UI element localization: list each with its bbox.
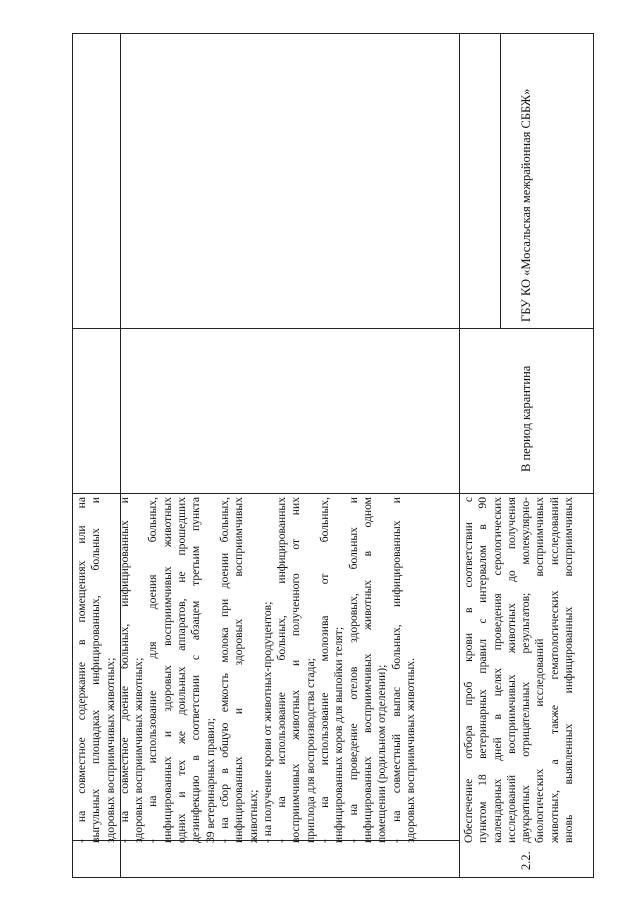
text-line: восприимчивых животных и полученного от них (289, 497, 303, 843)
text-line: - на сбор в общую емкость молока при доении больных, (217, 497, 231, 843)
text-line: инфицированных коров для выпойки телят; (332, 626, 346, 843)
text-line: - на совместный выпас больных, инфицированных и (389, 497, 403, 843)
text-line: инфицированных восприимчивых животных в одном (360, 497, 374, 843)
text-line: приплода для воспроизводства стада; (303, 658, 317, 843)
text-line: - на совместное доение больных, инфицированных и (117, 497, 131, 843)
text-line: биологических исследований восприимчивых (533, 497, 547, 843)
measures-text-upper (75, 497, 418, 843)
text-line: животных; (246, 789, 260, 843)
text-line: выгульных площадках инфицированных, больных и (89, 497, 103, 843)
text-line: пунктом 18 ветеринарных правил с интервалом в 90 (476, 497, 490, 843)
text-line: дезинфекцию в соответствии с абзацем третьим пункта (189, 497, 203, 843)
column-divider-measure-period (72, 493, 594, 494)
text-line: - на получение крови от животных-продуцентов; (260, 601, 274, 843)
text-line: календарных дней в целях проведения серологических (490, 497, 504, 843)
text-line: - на использование для доения больных, (146, 497, 160, 843)
text-line: животных, а также гематологических исследований (547, 497, 561, 843)
text-line: двукратных отрицательных результатов; молекулярно- (519, 497, 533, 843)
text-line: помещении (родильном отделении); (375, 664, 389, 843)
text-line: - на проведение отелов здоровых, больных и (346, 497, 360, 843)
text-line: одних и тех же доильных аппаратов, не прошедших (175, 497, 189, 843)
text-line: исследований восприимчивых животных до получения (504, 497, 518, 843)
executor-cell: ГБУ КО «Мосальская межрайонная СББЖ» (519, 88, 533, 322)
text-line: инфицированных и здоровых восприимчивых (232, 497, 246, 843)
text-line: здоровых восприимчивых животных. (403, 658, 417, 843)
row-divider-2-1-2-2 (459, 33, 460, 878)
text-line: 39 ветеринарных правил; (203, 718, 217, 843)
executor-cell-divider (500, 33, 501, 328)
text-line: вновь выявленных инфицированных восприимчивых (562, 497, 576, 843)
column-divider-period-executor (72, 328, 594, 329)
text-line: Обеспечение отбора проб крови в соответствии с (462, 497, 475, 843)
text-line: инфицированных и здоровых восприимчивых животных (160, 497, 174, 843)
text-line: - на использование молозива от больных, (318, 497, 332, 843)
text-line: здоровых восприимчивых животных; (103, 657, 117, 843)
text-line: - на использование больных, инфицированных (275, 497, 289, 843)
text-line: здоровых восприимчивых животных; (132, 657, 146, 843)
text-line: - на совместное содержание в помещениях или на (75, 497, 88, 843)
measures-text-2-2 (462, 497, 576, 843)
row-number: 2.2. (519, 851, 533, 870)
period-cell: В период карантина (519, 365, 533, 472)
